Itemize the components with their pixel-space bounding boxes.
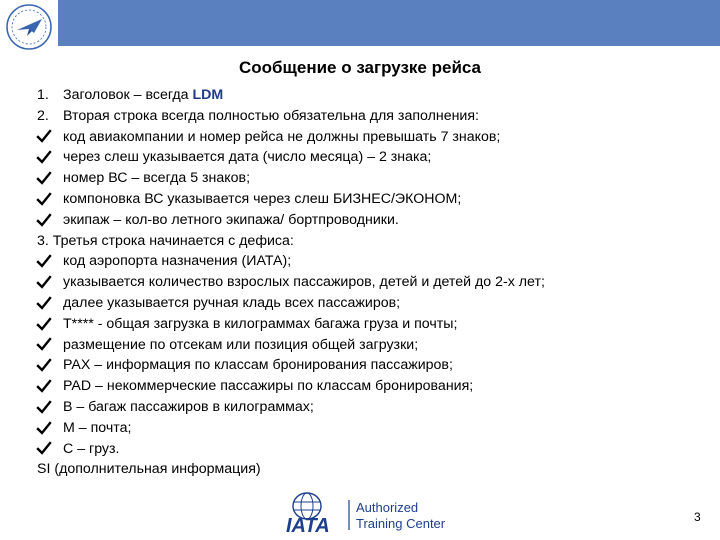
checkmark-icon [37,168,63,189]
checkmark-icon [37,439,63,460]
footer-line1: Authorized [356,500,419,515]
list-number: 1. [37,87,49,103]
list-item [37,459,707,480]
list-item-text: далее указывается ручная кладь всех пассажиров; [63,294,401,311]
list-item [37,293,707,314]
list-item [37,397,707,418]
checkmark-icon [37,314,63,335]
slide-title: Сообщение о загрузке рейса [238,58,482,77]
list-item-text: экипаж – кол-во летного экипажа/ бортпроводники. [63,211,399,228]
list-item-text: через слеш указывается дата (число месяца) – 2 знака; [63,149,432,166]
checkmark-icon [37,376,63,397]
list-item-text: размещение по отсекам или позиция общей загрузки; [63,336,419,353]
list-item [37,418,707,439]
checkmark-icon [37,355,63,376]
checkmark-icon [37,418,63,439]
checkmark-icon [37,335,63,356]
list-item-text: M – почта; [63,419,132,436]
list-item-text: 3. Третья строка начинается с дефиса: [37,232,294,249]
checkmark-icon [37,127,63,148]
list-item [37,106,707,127]
list-item-text: код аэропорта назначения (ИАТА); [63,253,292,270]
list-item-text: номер ВС – всегда 5 знаков; [63,170,251,187]
list-item-text: B – багаж пассажиров в килограммах; [63,398,314,415]
academy-logo-icon [4,2,54,52]
list-item [37,147,707,168]
checkmark-icon [37,293,63,314]
footer-line2: Training Center [356,516,446,531]
list-item-text: указывается количество взрослых пассажиров, детей и детей до 2-х лет; [63,274,545,291]
top-logo [0,0,58,54]
checkmark-icon [37,189,63,210]
list-item [37,127,707,148]
list-item [37,355,707,376]
list-item [37,251,707,272]
ldm-keyword: LDM [192,87,224,103]
header-band [0,0,720,46]
checkmark-icon [37,272,63,293]
list-item [37,335,707,356]
checkmark-icon [37,210,63,231]
list-item [37,314,707,335]
list-item [37,376,707,397]
list-item [37,189,707,210]
list-item-text: SI (дополнительная информация) [37,461,261,478]
checkmark-icon [37,397,63,418]
list-item-text: код авиакомпании и номер рейса не должны превышать 7 знаков; [63,128,501,145]
list-item [37,231,707,252]
list-item [37,272,707,293]
list-item-text: PAD – некоммерческие пассажиры по классам бронирования; [63,378,474,395]
iata-wordmark: IATA [286,515,330,537]
list-item-text: Вторая строка всегда полностью обязательна для заполнения: [63,107,479,124]
list-item [37,439,707,460]
list-item [37,210,707,231]
checkmark-icon [37,251,63,272]
iata-footer-logo [284,492,446,539]
page-number: 3 [694,510,701,524]
list-item-text: компоновка ВС указывается через слеш БИЗНЕС/ЭКОНОМ; [63,190,462,207]
list-number: 2. [37,107,49,124]
list-item-text: T**** - общая загрузка в килограммах багажа груза и почты; [63,315,458,332]
list-item [37,168,707,189]
content-list [37,85,707,480]
list-item-text: PAX – информация по классам бронирования пассажиров; [63,357,453,374]
list-item [37,85,707,106]
list-item-text: Заголовок – всегда [63,87,193,103]
list-item-text: C – груз. [63,440,120,457]
checkmark-icon [37,147,63,168]
